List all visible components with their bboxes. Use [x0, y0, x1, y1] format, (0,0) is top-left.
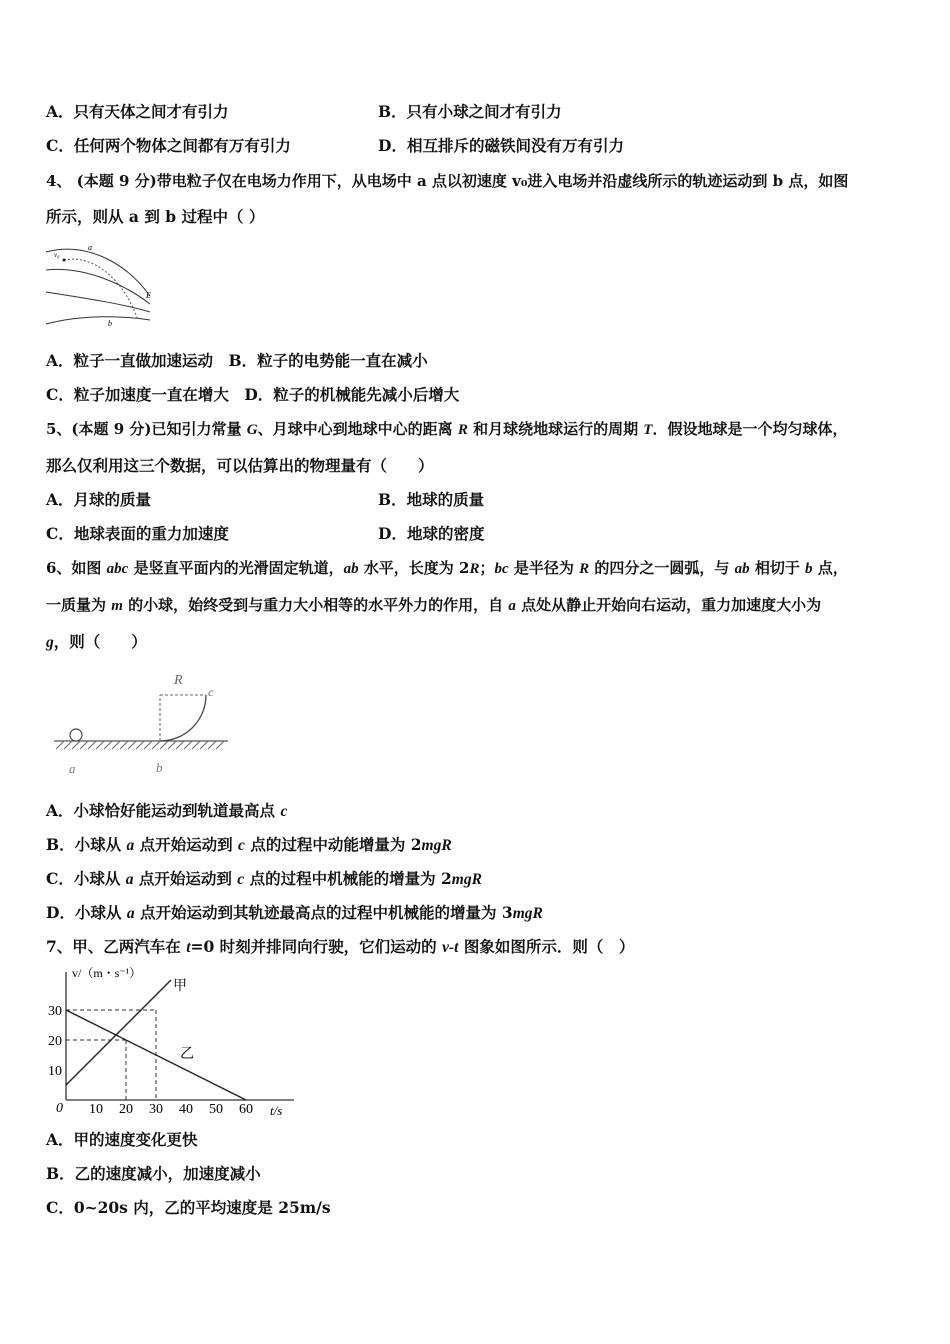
- x-tick-label: 10: [89, 1102, 103, 1117]
- fig6-label-a: a: [69, 761, 76, 776]
- q6-track-figure: [50, 665, 232, 777]
- x-tick-label: 40: [179, 1102, 193, 1117]
- x-tick-label: 30: [149, 1102, 163, 1117]
- q6-option-c: C．小球从 a 点开始运动到 c 点的过程中机械能的增量为 2mgR: [46, 869, 482, 888]
- fig6-label-c: c: [208, 685, 214, 699]
- q4-stem-line1: 4、 (本题 9 分)带电粒子仅在电场力作用下，从电场中 a 点以初速度 v₀进入电场并沿虚线所示的轨迹运动到 b 点，如图: [46, 172, 849, 190]
- q7-stem: 7、甲、乙两汽车在 t=0 时刻并排同向行驶，它们运动的 v-t 图象如图所示．则（ ）: [46, 937, 635, 956]
- x-tick-label: 50: [209, 1102, 223, 1117]
- series-line-2: [66, 1010, 246, 1100]
- q6-stem-line1: 6、如图 abc 是竖直平面内的光滑固定轨道，ab 水平，长度为 2R；bc 是半径为 R 的四分之一圆弧，与 ab 相切于 b 点，: [46, 559, 848, 577]
- q7-option-a: A．甲的速度变化更快: [46, 1130, 198, 1149]
- q6-option-b: B．小球从 a 点开始运动到 c 点的过程中动能增量为 2mgR: [46, 835, 452, 854]
- q3-option-b: B．只有小球之间才有引力: [378, 102, 562, 121]
- q4-options-ab: A．粒子一直做加速运动 B．粒子的电势能一直在减小: [46, 351, 428, 370]
- y-tick-label: 30: [48, 1004, 62, 1019]
- vt-chart: [44, 964, 300, 1120]
- q3-option-d: D．相互排斥的磁铁间没有万有引力: [378, 136, 624, 155]
- q4-stem-line2: 所示，则从 a 到 b 过程中（ ）: [46, 207, 265, 226]
- fig4-label-E: E: [146, 291, 151, 300]
- y-tick-label: 10: [48, 1064, 62, 1079]
- q7-option-b: B．乙的速度减小，加速度减小: [46, 1164, 261, 1183]
- quarter-arc: [160, 695, 206, 741]
- q5-stem-line2: 那么仅利用这三个数据，可以估算出的物理量有（ ）: [46, 456, 434, 475]
- origin-label: 0: [56, 1101, 63, 1116]
- x-tick-label: 60: [239, 1102, 253, 1117]
- fig6-label-R: R: [174, 673, 183, 688]
- q3-option-c: C．任何两个物体之间都有万有引力: [46, 136, 291, 155]
- fig6-label-b: b: [156, 760, 163, 775]
- y-tick-label: 20: [48, 1034, 62, 1049]
- q5-stem-line1: 5、(本题 9 分)已知引力常量 G、月球中心到地球中心的距离 R 和月球绕地球运行的周期 T．假设地球是一个均匀球体，: [46, 420, 848, 438]
- fig4-label-v0: v₀: [54, 251, 60, 259]
- q6-stem-line2: 一质量为 m 的小球，始终受到与重力大小相等的水平外力的作用，自 a 点处从静止开始向右运动，重力加速度大小为: [46, 596, 822, 614]
- small-ball: [70, 729, 82, 741]
- q3-option-a: A．只有天体之间才有引力: [46, 102, 229, 121]
- q5-option-c: C．地球表面的重力加速度: [46, 524, 229, 543]
- q6-option-a: A．小球恰好能运动到轨道最高点 c: [46, 801, 288, 820]
- y-axis-label: v/（m・s⁻¹）: [72, 966, 142, 980]
- q7-option-c: C．0~20s 内，乙的平均速度是 25m/s: [46, 1198, 331, 1217]
- q4-field-figure: [44, 240, 158, 328]
- series-label-2: 乙: [180, 1046, 194, 1062]
- q5-option-b: B．地球的质量: [378, 490, 485, 509]
- q6-option-d: D．小球从 a 点开始运动到其轨迹最高点的过程中机械能的增量为 3mgR: [46, 903, 543, 922]
- series-label-1: 甲: [173, 978, 187, 994]
- q4-options-cd: C．粒子加速度一直在增大 D．粒子的机械能先减小后增大: [46, 385, 460, 404]
- ground-hatching: [56, 741, 224, 749]
- q5-option-d: D．地球的密度: [378, 524, 485, 543]
- x-tick-label: 20: [119, 1102, 133, 1117]
- x-axis-label: t/s: [270, 1103, 283, 1118]
- point-a: [63, 259, 66, 262]
- fig4-label-a: a: [88, 243, 92, 252]
- series-line-1: [66, 980, 171, 1085]
- q5-option-a: A．月球的质量: [46, 490, 152, 509]
- fig4-label-b: b: [108, 319, 112, 328]
- q6-stem-line3: g，则（ ）: [46, 632, 147, 651]
